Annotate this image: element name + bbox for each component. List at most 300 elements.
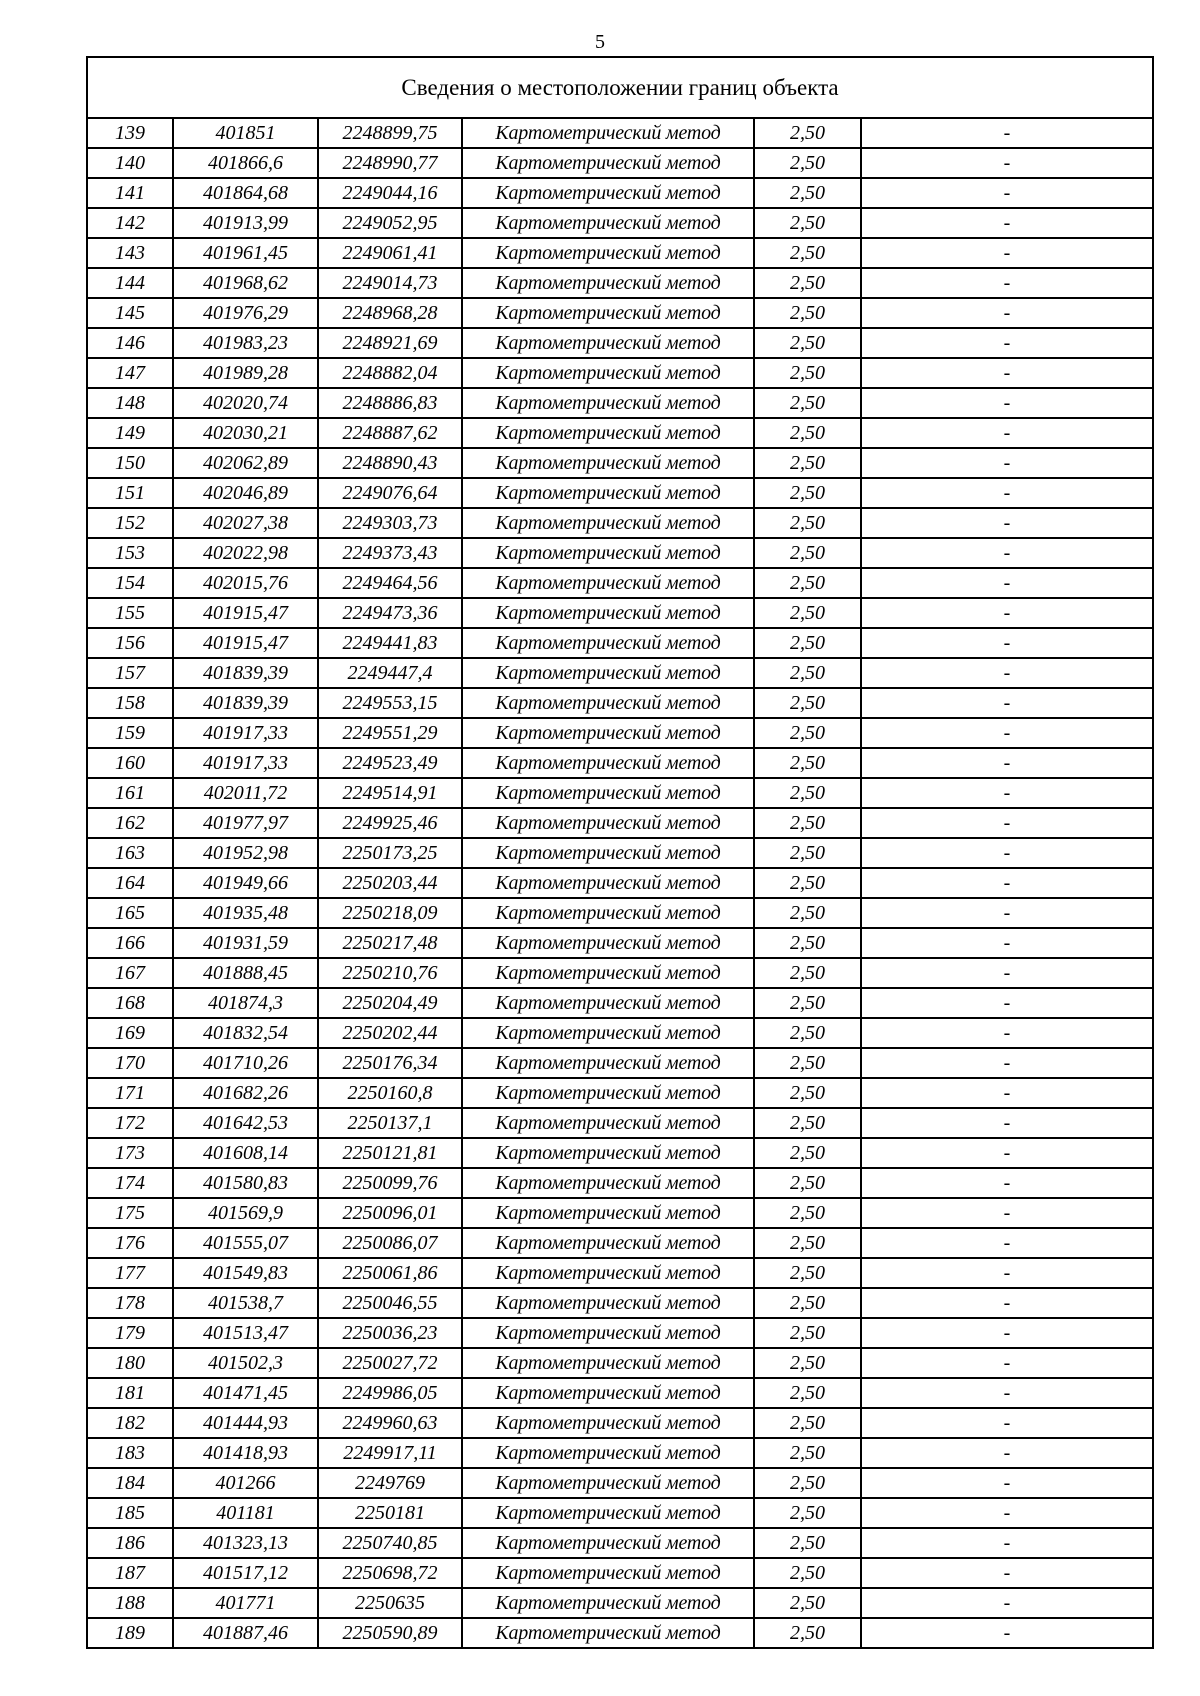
table-row xyxy=(87,718,1153,748)
accuracy-cell: 2,50 xyxy=(754,298,861,328)
accuracy-cell: 2,50 xyxy=(754,778,861,808)
method-cell: Картометрический метод xyxy=(462,628,754,658)
accuracy-cell: 2,50 xyxy=(754,1558,861,1588)
method-cell: Картометрический метод xyxy=(462,1288,754,1318)
method-cell: Картометрический метод xyxy=(462,1078,754,1108)
method-cell: Картометрический метод xyxy=(462,1348,754,1378)
x-coordinate-cell: 401181 xyxy=(173,1498,318,1528)
description-cell: - xyxy=(861,1558,1153,1588)
description-cell: - xyxy=(861,838,1153,868)
accuracy-cell: 2,50 xyxy=(754,838,861,868)
point-number-cell: 160 xyxy=(87,748,173,778)
table-row xyxy=(87,958,1153,988)
table-row xyxy=(87,598,1153,628)
method-cell: Картометрический метод xyxy=(462,148,754,178)
point-number-cell: 152 xyxy=(87,508,173,538)
description-cell: - xyxy=(861,238,1153,268)
x-coordinate-cell: 401983,23 xyxy=(173,328,318,358)
x-coordinate-cell: 401968,62 xyxy=(173,268,318,298)
description-cell: - xyxy=(861,1588,1153,1618)
point-number-cell: 159 xyxy=(87,718,173,748)
description-cell: - xyxy=(861,328,1153,358)
point-number-cell: 155 xyxy=(87,598,173,628)
description-cell: - xyxy=(861,208,1153,238)
table-row xyxy=(87,1528,1153,1558)
accuracy-cell: 2,50 xyxy=(754,1108,861,1138)
point-number-cell: 157 xyxy=(87,658,173,688)
point-number-cell: 175 xyxy=(87,1198,173,1228)
accuracy-cell: 2,50 xyxy=(754,1168,861,1198)
y-coordinate-cell: 2250121,81 xyxy=(318,1138,462,1168)
description-cell: - xyxy=(861,148,1153,178)
point-number-cell: 174 xyxy=(87,1168,173,1198)
accuracy-cell: 2,50 xyxy=(754,268,861,298)
x-coordinate-cell: 401771 xyxy=(173,1588,318,1618)
method-cell: Картометрический метод xyxy=(462,1258,754,1288)
accuracy-cell: 2,50 xyxy=(754,1588,861,1618)
accuracy-cell: 2,50 xyxy=(754,418,861,448)
description-cell: - xyxy=(861,658,1153,688)
x-coordinate-cell: 401839,39 xyxy=(173,658,318,688)
description-cell: - xyxy=(861,1408,1153,1438)
table-row xyxy=(87,1018,1153,1048)
table-row xyxy=(87,238,1153,268)
x-coordinate-cell: 401538,7 xyxy=(173,1288,318,1318)
description-cell: - xyxy=(861,628,1153,658)
point-number-cell: 185 xyxy=(87,1498,173,1528)
description-cell: - xyxy=(861,688,1153,718)
description-cell: - xyxy=(861,538,1153,568)
table-row xyxy=(87,208,1153,238)
method-cell: Картометрический метод xyxy=(462,1228,754,1258)
x-coordinate-cell: 401935,48 xyxy=(173,898,318,928)
description-cell: - xyxy=(861,508,1153,538)
accuracy-cell: 2,50 xyxy=(754,178,861,208)
method-cell: Картометрический метод xyxy=(462,1408,754,1438)
accuracy-cell: 2,50 xyxy=(754,1288,861,1318)
method-cell: Картометрический метод xyxy=(462,1618,754,1648)
method-cell: Картометрический метод xyxy=(462,688,754,718)
description-cell: - xyxy=(861,178,1153,208)
table-row xyxy=(87,328,1153,358)
x-coordinate-cell: 401323,13 xyxy=(173,1528,318,1558)
accuracy-cell: 2,50 xyxy=(754,1138,861,1168)
description-cell: - xyxy=(861,1228,1153,1258)
accuracy-cell: 2,50 xyxy=(754,388,861,418)
x-coordinate-cell: 401976,29 xyxy=(173,298,318,328)
table-row xyxy=(87,1288,1153,1318)
y-coordinate-cell: 2248886,83 xyxy=(318,388,462,418)
y-coordinate-cell: 2249044,16 xyxy=(318,178,462,208)
x-coordinate-cell: 401555,07 xyxy=(173,1228,318,1258)
y-coordinate-cell: 2250204,49 xyxy=(318,988,462,1018)
table-row xyxy=(87,1138,1153,1168)
point-number-cell: 148 xyxy=(87,388,173,418)
description-cell: - xyxy=(861,268,1153,298)
y-coordinate-cell: 2249960,63 xyxy=(318,1408,462,1438)
accuracy-cell: 2,50 xyxy=(754,898,861,928)
accuracy-cell: 2,50 xyxy=(754,1408,861,1438)
y-coordinate-cell: 2249925,46 xyxy=(318,808,462,838)
y-coordinate-cell: 2250173,25 xyxy=(318,838,462,868)
y-coordinate-cell: 2249014,73 xyxy=(318,268,462,298)
method-cell: Картометрический метод xyxy=(462,1438,754,1468)
y-coordinate-cell: 2248890,43 xyxy=(318,448,462,478)
table-row xyxy=(87,298,1153,328)
x-coordinate-cell: 401517,12 xyxy=(173,1558,318,1588)
table-row xyxy=(87,1588,1153,1618)
x-coordinate-cell: 401608,14 xyxy=(173,1138,318,1168)
table-row xyxy=(87,388,1153,418)
y-coordinate-cell: 2249917,11 xyxy=(318,1438,462,1468)
x-coordinate-cell: 402030,21 xyxy=(173,418,318,448)
accuracy-cell: 2,50 xyxy=(754,568,861,598)
accuracy-cell: 2,50 xyxy=(754,808,861,838)
point-number-cell: 178 xyxy=(87,1288,173,1318)
x-coordinate-cell: 401913,99 xyxy=(173,208,318,238)
description-cell: - xyxy=(861,478,1153,508)
method-cell: Картометрический метод xyxy=(462,1018,754,1048)
method-cell: Картометрический метод xyxy=(462,1138,754,1168)
accuracy-cell: 2,50 xyxy=(754,988,861,1018)
description-cell: - xyxy=(861,1318,1153,1348)
description-cell: - xyxy=(861,868,1153,898)
accuracy-cell: 2,50 xyxy=(754,928,861,958)
description-cell: - xyxy=(861,358,1153,388)
table-row xyxy=(87,688,1153,718)
method-cell: Картометрический метод xyxy=(462,1318,754,1348)
point-number-cell: 171 xyxy=(87,1078,173,1108)
x-coordinate-cell: 401444,93 xyxy=(173,1408,318,1438)
method-cell: Картометрический метод xyxy=(462,478,754,508)
x-coordinate-cell: 401266 xyxy=(173,1468,318,1498)
accuracy-cell: 2,50 xyxy=(754,1528,861,1558)
x-coordinate-cell: 401682,26 xyxy=(173,1078,318,1108)
table-row xyxy=(87,988,1153,1018)
table-row xyxy=(87,1198,1153,1228)
table-row xyxy=(87,268,1153,298)
x-coordinate-cell: 401917,33 xyxy=(173,718,318,748)
accuracy-cell: 2,50 xyxy=(754,1018,861,1048)
x-coordinate-cell: 402022,98 xyxy=(173,538,318,568)
method-cell: Картометрический метод xyxy=(462,268,754,298)
x-coordinate-cell: 401839,39 xyxy=(173,688,318,718)
y-coordinate-cell: 2249551,29 xyxy=(318,718,462,748)
y-coordinate-cell: 2249061,41 xyxy=(318,238,462,268)
point-number-cell: 189 xyxy=(87,1618,173,1648)
method-cell: Картометрический метод xyxy=(462,1588,754,1618)
description-cell: - xyxy=(861,418,1153,448)
table-row xyxy=(87,418,1153,448)
x-coordinate-cell: 401851 xyxy=(173,118,318,148)
y-coordinate-cell: 2250046,55 xyxy=(318,1288,462,1318)
y-coordinate-cell: 2249553,15 xyxy=(318,688,462,718)
y-coordinate-cell: 2250086,07 xyxy=(318,1228,462,1258)
table-row xyxy=(87,1228,1153,1258)
description-cell: - xyxy=(861,568,1153,598)
method-cell: Картометрический метод xyxy=(462,868,754,898)
x-coordinate-cell: 401952,98 xyxy=(173,838,318,868)
table-row xyxy=(87,1168,1153,1198)
description-cell: - xyxy=(861,1468,1153,1498)
description-cell: - xyxy=(861,1348,1153,1378)
point-number-cell: 143 xyxy=(87,238,173,268)
y-coordinate-cell: 2250096,01 xyxy=(318,1198,462,1228)
y-coordinate-cell: 2250203,44 xyxy=(318,868,462,898)
y-coordinate-cell: 2249514,91 xyxy=(318,778,462,808)
x-coordinate-cell: 401513,47 xyxy=(173,1318,318,1348)
x-coordinate-cell: 401502,3 xyxy=(173,1348,318,1378)
point-number-cell: 180 xyxy=(87,1348,173,1378)
point-number-cell: 167 xyxy=(87,958,173,988)
point-number-cell: 165 xyxy=(87,898,173,928)
x-coordinate-cell: 402011,72 xyxy=(173,778,318,808)
y-coordinate-cell: 2250176,34 xyxy=(318,1048,462,1078)
point-number-cell: 139 xyxy=(87,118,173,148)
accuracy-cell: 2,50 xyxy=(754,1258,861,1288)
point-number-cell: 151 xyxy=(87,478,173,508)
table-row xyxy=(87,628,1153,658)
description-cell: - xyxy=(861,448,1153,478)
y-coordinate-cell: 2248990,77 xyxy=(318,148,462,178)
table-row xyxy=(87,658,1153,688)
method-cell: Картометрический метод xyxy=(462,418,754,448)
point-number-cell: 181 xyxy=(87,1378,173,1408)
point-number-cell: 179 xyxy=(87,1318,173,1348)
table-title-row xyxy=(87,57,1153,118)
y-coordinate-cell: 2249769 xyxy=(318,1468,462,1498)
table-row xyxy=(87,118,1153,148)
point-number-cell: 142 xyxy=(87,208,173,238)
point-number-cell: 170 xyxy=(87,1048,173,1078)
x-coordinate-cell: 402020,74 xyxy=(173,388,318,418)
point-number-cell: 182 xyxy=(87,1408,173,1438)
table-body xyxy=(87,118,1153,1648)
accuracy-cell: 2,50 xyxy=(754,658,861,688)
method-cell: Картометрический метод xyxy=(462,358,754,388)
point-number-cell: 146 xyxy=(87,328,173,358)
x-coordinate-cell: 401887,46 xyxy=(173,1618,318,1648)
x-coordinate-cell: 401549,83 xyxy=(173,1258,318,1288)
method-cell: Картометрический метод xyxy=(462,1378,754,1408)
point-number-cell: 173 xyxy=(87,1138,173,1168)
table-row xyxy=(87,748,1153,778)
method-cell: Картометрический метод xyxy=(462,748,754,778)
point-number-cell: 168 xyxy=(87,988,173,1018)
point-number-cell: 147 xyxy=(87,358,173,388)
description-cell: - xyxy=(861,988,1153,1018)
accuracy-cell: 2,50 xyxy=(754,1618,861,1648)
point-number-cell: 184 xyxy=(87,1468,173,1498)
accuracy-cell: 2,50 xyxy=(754,148,861,178)
x-coordinate-cell: 402046,89 xyxy=(173,478,318,508)
accuracy-cell: 2,50 xyxy=(754,718,861,748)
description-cell: - xyxy=(861,1018,1153,1048)
method-cell: Картометрический метод xyxy=(462,388,754,418)
method-cell: Картометрический метод xyxy=(462,928,754,958)
table-row xyxy=(87,148,1153,178)
y-coordinate-cell: 2249441,83 xyxy=(318,628,462,658)
y-coordinate-cell: 2249373,43 xyxy=(318,538,462,568)
y-coordinate-cell: 2250027,72 xyxy=(318,1348,462,1378)
accuracy-cell: 2,50 xyxy=(754,448,861,478)
method-cell: Картометрический метод xyxy=(462,1168,754,1198)
method-cell: Картометрический метод xyxy=(462,508,754,538)
x-coordinate-cell: 401418,93 xyxy=(173,1438,318,1468)
accuracy-cell: 2,50 xyxy=(754,358,861,388)
method-cell: Картометрический метод xyxy=(462,1108,754,1138)
point-number-cell: 163 xyxy=(87,838,173,868)
method-cell: Картометрический метод xyxy=(462,898,754,928)
table-row xyxy=(87,508,1153,538)
method-cell: Картометрический метод xyxy=(462,328,754,358)
description-cell: - xyxy=(861,1528,1153,1558)
table-row xyxy=(87,538,1153,568)
method-cell: Картометрический метод xyxy=(462,658,754,688)
accuracy-cell: 2,50 xyxy=(754,1348,861,1378)
accuracy-cell: 2,50 xyxy=(754,328,861,358)
point-number-cell: 144 xyxy=(87,268,173,298)
x-coordinate-cell: 401832,54 xyxy=(173,1018,318,1048)
description-cell: - xyxy=(861,1138,1153,1168)
description-cell: - xyxy=(861,778,1153,808)
accuracy-cell: 2,50 xyxy=(754,118,861,148)
y-coordinate-cell: 2248887,62 xyxy=(318,418,462,448)
y-coordinate-cell: 2250590,89 xyxy=(318,1618,462,1648)
y-coordinate-cell: 2250036,23 xyxy=(318,1318,462,1348)
x-coordinate-cell: 401569,9 xyxy=(173,1198,318,1228)
method-cell: Картометрический метод xyxy=(462,208,754,238)
y-coordinate-cell: 2249447,4 xyxy=(318,658,462,688)
accuracy-cell: 2,50 xyxy=(754,958,861,988)
point-number-cell: 154 xyxy=(87,568,173,598)
table-row xyxy=(87,1258,1153,1288)
description-cell: - xyxy=(861,1258,1153,1288)
description-cell: - xyxy=(861,1438,1153,1468)
x-coordinate-cell: 401915,47 xyxy=(173,628,318,658)
x-coordinate-cell: 401977,97 xyxy=(173,808,318,838)
method-cell: Картометрический метод xyxy=(462,1558,754,1588)
method-cell: Картометрический метод xyxy=(462,838,754,868)
description-cell: - xyxy=(861,598,1153,628)
method-cell: Картометрический метод xyxy=(462,1198,754,1228)
table-row xyxy=(87,868,1153,898)
x-coordinate-cell: 402015,76 xyxy=(173,568,318,598)
method-cell: Картометрический метод xyxy=(462,718,754,748)
point-number-cell: 145 xyxy=(87,298,173,328)
point-number-cell: 169 xyxy=(87,1018,173,1048)
table-row xyxy=(87,1618,1153,1648)
description-cell: - xyxy=(861,928,1153,958)
y-coordinate-cell: 2250217,48 xyxy=(318,928,462,958)
y-coordinate-cell: 2250181 xyxy=(318,1498,462,1528)
description-cell: - xyxy=(861,958,1153,988)
point-number-cell: 164 xyxy=(87,868,173,898)
table-row xyxy=(87,1108,1153,1138)
point-number-cell: 188 xyxy=(87,1588,173,1618)
table-row xyxy=(87,1498,1153,1528)
y-coordinate-cell: 2249464,56 xyxy=(318,568,462,598)
table-row xyxy=(87,1438,1153,1468)
method-cell: Картометрический метод xyxy=(462,1528,754,1558)
accuracy-cell: 2,50 xyxy=(754,1228,861,1258)
method-cell: Картометрический метод xyxy=(462,778,754,808)
description-cell: - xyxy=(861,1288,1153,1318)
boundary-coordinates-sheet xyxy=(86,56,1152,1649)
point-number-cell: 158 xyxy=(87,688,173,718)
description-cell: - xyxy=(861,718,1153,748)
table-row xyxy=(87,898,1153,928)
table-row xyxy=(87,1558,1153,1588)
point-number-cell: 161 xyxy=(87,778,173,808)
point-number-cell: 166 xyxy=(87,928,173,958)
accuracy-cell: 2,50 xyxy=(754,1318,861,1348)
method-cell: Картометрический метод xyxy=(462,238,754,268)
table-row xyxy=(87,1468,1153,1498)
accuracy-cell: 2,50 xyxy=(754,628,861,658)
y-coordinate-cell: 2248899,75 xyxy=(318,118,462,148)
accuracy-cell: 2,50 xyxy=(754,1198,861,1228)
y-coordinate-cell: 2249303,73 xyxy=(318,508,462,538)
method-cell: Картометрический метод xyxy=(462,1468,754,1498)
x-coordinate-cell: 401874,3 xyxy=(173,988,318,1018)
x-coordinate-cell: 401915,47 xyxy=(173,598,318,628)
table-row xyxy=(87,1408,1153,1438)
description-cell: - xyxy=(861,1108,1153,1138)
method-cell: Картометрический метод xyxy=(462,118,754,148)
x-coordinate-cell: 402027,38 xyxy=(173,508,318,538)
point-number-cell: 187 xyxy=(87,1558,173,1588)
y-coordinate-cell: 2250202,44 xyxy=(318,1018,462,1048)
description-cell: - xyxy=(861,298,1153,328)
y-coordinate-cell: 2250160,8 xyxy=(318,1078,462,1108)
table-row xyxy=(87,928,1153,958)
x-coordinate-cell: 401864,68 xyxy=(173,178,318,208)
accuracy-cell: 2,50 xyxy=(754,1438,861,1468)
accuracy-cell: 2,50 xyxy=(754,688,861,718)
point-number-cell: 172 xyxy=(87,1108,173,1138)
description-cell: - xyxy=(861,1168,1153,1198)
accuracy-cell: 2,50 xyxy=(754,538,861,568)
table-row xyxy=(87,1078,1153,1108)
point-number-cell: 162 xyxy=(87,808,173,838)
point-number-cell: 153 xyxy=(87,538,173,568)
y-coordinate-cell: 2250137,1 xyxy=(318,1108,462,1138)
point-number-cell: 177 xyxy=(87,1258,173,1288)
table-row xyxy=(87,1348,1153,1378)
point-number-cell: 176 xyxy=(87,1228,173,1258)
description-cell: - xyxy=(861,1198,1153,1228)
y-coordinate-cell: 2249076,64 xyxy=(318,478,462,508)
x-coordinate-cell: 401917,33 xyxy=(173,748,318,778)
x-coordinate-cell: 401989,28 xyxy=(173,358,318,388)
description-cell: - xyxy=(861,1078,1153,1108)
point-number-cell: 140 xyxy=(87,148,173,178)
method-cell: Картометрический метод xyxy=(462,1498,754,1528)
y-coordinate-cell: 2250218,09 xyxy=(318,898,462,928)
table-row xyxy=(87,568,1153,598)
accuracy-cell: 2,50 xyxy=(754,748,861,778)
description-cell: - xyxy=(861,1618,1153,1648)
description-cell: - xyxy=(861,898,1153,928)
table-row xyxy=(87,358,1153,388)
x-coordinate-cell: 401710,26 xyxy=(173,1048,318,1078)
accuracy-cell: 2,50 xyxy=(754,1498,861,1528)
x-coordinate-cell: 401642,53 xyxy=(173,1108,318,1138)
y-coordinate-cell: 2250099,76 xyxy=(318,1168,462,1198)
description-cell: - xyxy=(861,748,1153,778)
point-number-cell: 149 xyxy=(87,418,173,448)
